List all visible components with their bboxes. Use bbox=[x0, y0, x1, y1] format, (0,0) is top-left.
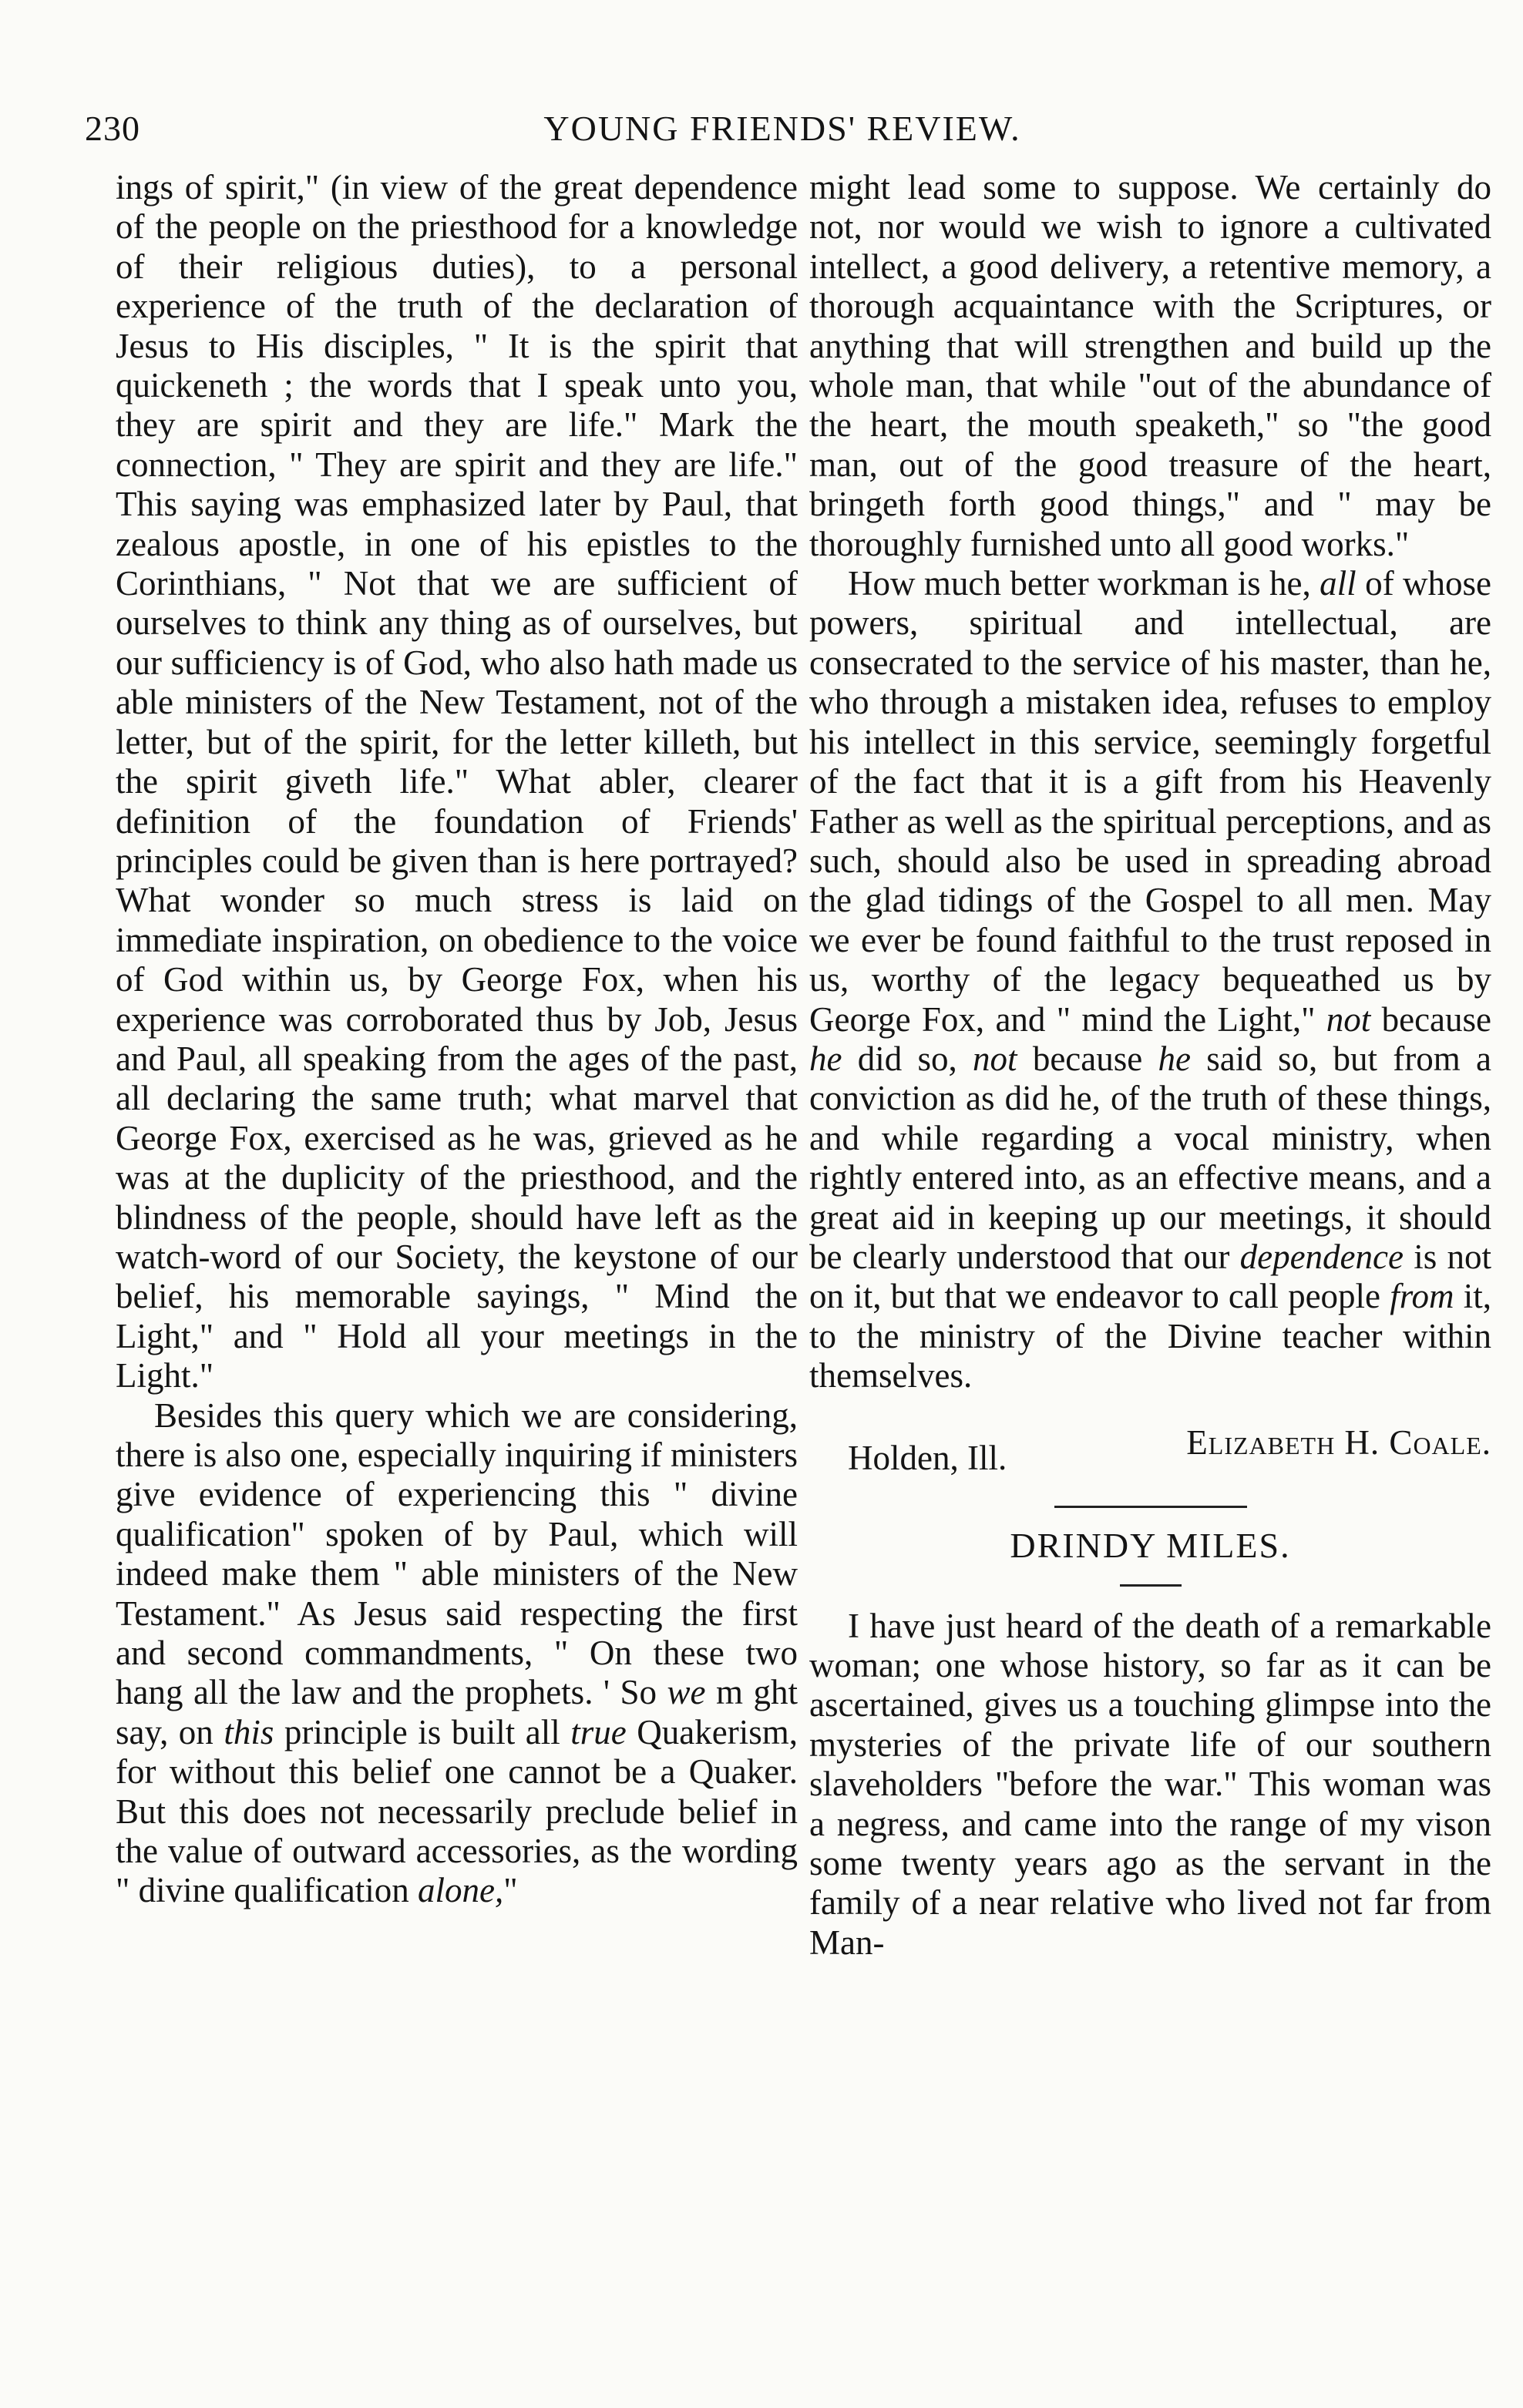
left-paragraph-besides: Besides this query which we are considering, there is also one, especially inquiring if ministers give evidence of experiencing this " divine qualification" spoken of by Paul, which will indeed make them " able ministers of the New Testament." As Jesus said respecting the first and second commandments, " On these two hang all the law and the prophets. ' So we m ght say, on this principle is built all true Quakerism, for without this belief one cannot be a Quaker. But this does not necessarily preclude belief in the value of outward accessories, as the wording " divine qualification alone," bbox=[116, 1395, 798, 1910]
article-title: DRINDY MILES. bbox=[1010, 1525, 1291, 1565]
page-header bbox=[85, 108, 1480, 162]
section-divider-rule bbox=[1054, 1506, 1247, 1508]
emphasis-this: this bbox=[224, 1712, 274, 1751]
emphasis-not-1: not bbox=[1326, 999, 1371, 1039]
emphasis-not-2: not bbox=[973, 1039, 1017, 1078]
emphasis-dependence: dependence bbox=[1239, 1237, 1404, 1276]
signature-place: Holden, Ill. bbox=[848, 1438, 1007, 1477]
signature-author: Elizabeth H. Coale. bbox=[1186, 1422, 1491, 1462]
emphasis-alone: alone, bbox=[418, 1871, 504, 1910]
emphasis-from: from bbox=[1390, 1277, 1454, 1316]
right-paragraph-workman: How much better workman is he, all of whose powers, spiritual and intellectual, are consecrated to the service of his master, than he, who through a mistaken idea, refuses to employ his intellect in this service, seemingly forgetful of the fact that it is a gift from his Heavenly Father as well as the spiritual perceptions, and as such, should also be used in spreading abroad the glad tidings of the Gospel to all men. May we ever be found faithful to the trust reposed in us, worthy of the legacy bequeathed us by George Fox, and " mind the Light," not because he did so, not because he said so, but from a conviction as did he, of the truth of these things, and while regarding a vocal ministry, when rightly entered into, as an effective means, and a great aid in keeping up our meetings, it should be clearly understood that our dependence is not on it, but that we endeavor to call people from it, to the ministry of the Divine teacher within themselves. bbox=[809, 564, 1492, 1395]
right-column bbox=[809, 168, 1491, 1963]
emphasis-all: all bbox=[1320, 564, 1357, 603]
emphasis-true: true bbox=[570, 1712, 627, 1751]
running-title: YOUNG FRIENDS' REVIEW. bbox=[543, 109, 1021, 148]
left-column bbox=[116, 168, 798, 1911]
emphasis-we: we bbox=[667, 1673, 706, 1712]
page-number: 230 bbox=[85, 109, 140, 148]
left-paragraph-continued: ings of spirit," (in view of the great dependence of the people on the priesthood for a knowledge of their religious duties), to a personal experience of the truth of the declaration of Jesus to His disciples, " It is the spirit that quickeneth ; the words that I speak unto you, they are spirit and they are life." Mark the connection, " They are spirit and they are life." This saying was emphasized later by Paul, that zealous apostle, in one of his epistles to the Corinthians, " Not that we are sufficient of ourselves to think any thing as of ourselves, but our sufficiency is of God, who also hath made us able ministers of the New Testament, not of the letter, but of the spirit, for the letter killeth, but the spirit giveth life." What abler, clearer definition of the foundation of Friends' principles could be given than is here portrayed? What wonder so much stress is laid on immediate inspiration, on obedience to the voice of God within us, by George Fox, when his experience was corroborated thus by Job, Jesus and Paul, all speaking from the ages of the past, all declaring the same truth; what marvel that George Fox, exercised as he was, grieved as he was at the duplicity of the priesthood, and the blindness of the people, should have left as the watch-word of our Society, the keystone of our belief, his memorable sayings, " Mind the Light," and " Hold all your meetings in the Light." bbox=[116, 168, 798, 1395]
emphasis-he-2: he bbox=[1158, 1039, 1191, 1078]
signature-block bbox=[809, 1399, 1491, 1484]
title-underline-rule bbox=[1120, 1584, 1182, 1587]
article-paragraph: I have just heard of the death of a remarkable woman; one whose history, so far as it can be ascertained, gives us a touching glimpse into the mysteries of the private life of our southern slaveholders "before the war." This woman was a negress, and came into the range of my vison some twenty years ago as the servant in the family of a near relative who lived not far from Man- bbox=[809, 1606, 1491, 1962]
right-paragraph-continued: might lead some to suppose. We certainly do not, nor would we wish to ignore a cultivated intellect, a good delivery, a retentive memory, a thorough acquaintance with the Scriptures, or anything that will strengthen and build up the whole man, that while "out of the abundance of the heart, the mouth speaketh," so "the good man, out of the good treasure of the heart, bringeth forth good things," and " may be thoroughly furnished unto all good works." bbox=[809, 168, 1491, 563]
emphasis-he-1: he bbox=[809, 1039, 842, 1078]
